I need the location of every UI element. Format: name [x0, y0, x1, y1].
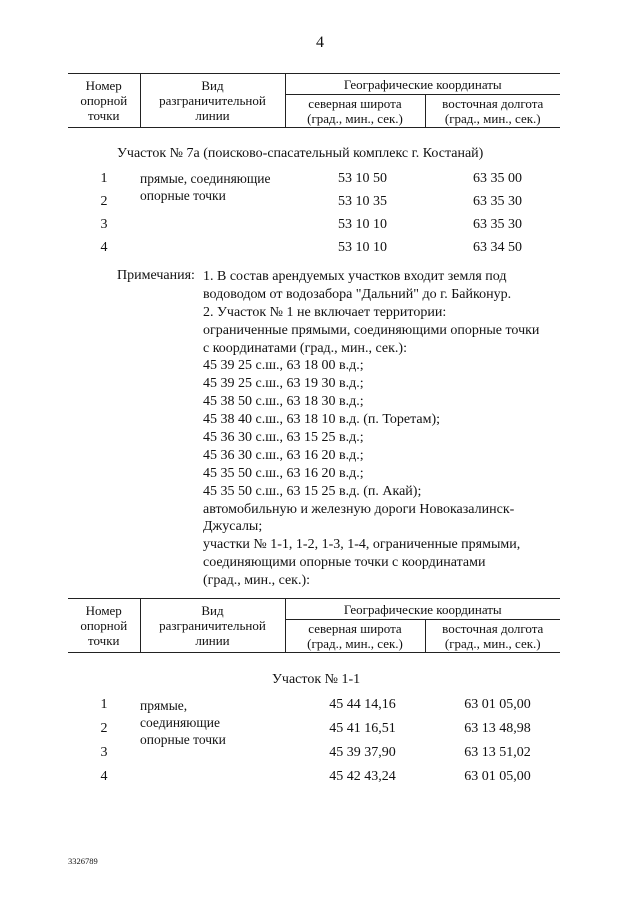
- longitude-value: 63 35 30: [473, 217, 522, 232]
- col-lat-header: северная широта (град., мин., сек.): [285, 95, 425, 128]
- longitude-value: 63 34 50: [473, 240, 522, 255]
- latitude-value: 53 10 10: [338, 240, 387, 255]
- longitude-value: 63 01 05,00: [464, 697, 531, 712]
- table-row-number: 2: [100, 721, 108, 736]
- section-1-1-line-type: прямые, соединяющие опорные точки: [140, 698, 226, 747]
- col-geo-header: Географические координаты: [285, 74, 560, 95]
- table-row-number: 4: [100, 769, 108, 784]
- longitude-value: 63 01 05,00: [464, 769, 531, 784]
- table-row-number: 1: [100, 171, 108, 186]
- table-row-number: 2: [100, 194, 108, 209]
- col-geo-header: Географические координаты: [285, 599, 560, 620]
- col-lat-header: северная широта (град., мин., сек.): [285, 620, 425, 653]
- coordinates-table-header-2: [68, 598, 560, 653]
- document-code: 3326789: [68, 856, 98, 866]
- table-row-number: 4: [100, 240, 108, 255]
- table-row-number: 3: [100, 217, 108, 232]
- col-type-header: Вид разграничительной линии: [140, 599, 285, 653]
- latitude-value: 53 10 10: [338, 217, 387, 232]
- latitude-value: 53 10 50: [338, 171, 387, 186]
- col-type-header: Вид разграничительной линии: [140, 74, 285, 128]
- longitude-value: 63 35 30: [473, 194, 522, 209]
- longitude-value: 63 35 00: [473, 171, 522, 186]
- col-number-header: Номер опорной точки: [68, 74, 140, 128]
- section-7a-line-type: прямые, соединяющие опорные точки: [140, 171, 271, 203]
- latitude-value: 45 39 37,90: [329, 745, 396, 760]
- section-1-1-title: Участок № 1-1: [272, 672, 361, 687]
- col-number-header: Номер опорной точки: [68, 599, 140, 653]
- longitude-value: 63 13 51,02: [464, 745, 531, 760]
- latitude-value: 53 10 35: [338, 194, 387, 209]
- latitude-value: 45 44 14,16: [329, 697, 396, 712]
- table-row-number: 1: [100, 697, 108, 712]
- col-lon-header: восточная долгота (град., мин., сек.): [425, 95, 560, 128]
- section-7a-title: Участок № 7а (поисково-спасательный комплекс г. Костанай): [117, 146, 484, 161]
- notes-text: 1. В состав арендуемых участков входит земля под водоводом от водозабора "Дальний" до г. Байконур. 2. Участок № 1 не включает территории: ограниченные прямыми, соединяющими опорные точки с координатами (град., мин., сек.): 45 39 25 с.ш., 63 18 00 в.д.; 45 39 25 с.ш., 63 19 30 в.д.; 45 38 50 с.ш., 63 18 30 в.д.; 45 38 40 с.ш., 63 18 10 в.д. (п. Торетам); 45 36 30 с.ш., 63 15 25 в.д.; 45 36 30 с.ш., 63 16 20 в.д.; 45 35 50 с.ш., 63 16 20 в.д.; 45 35 50 с.ш., 63 15 25 в.д. (п. Акай); автомобильную и железную дороги Новоказалинск- Джусалы; участки № 1-1, 1-2, 1-3, 1-4, ограниченные прямыми, соединяющими опорные точки с координатами (град., мин., сек.):: [203, 269, 540, 589]
- latitude-value: 45 41 16,51: [329, 721, 396, 736]
- col-lon-header: восточная долгота (град., мин., сек.): [425, 620, 560, 653]
- page-number: 4: [316, 34, 324, 51]
- notes-label: Примечания:: [117, 268, 195, 283]
- latitude-value: 45 42 43,24: [329, 769, 396, 784]
- table-row-number: 3: [100, 745, 108, 760]
- coordinates-table-header-1: [68, 73, 560, 128]
- longitude-value: 63 13 48,98: [464, 721, 531, 736]
